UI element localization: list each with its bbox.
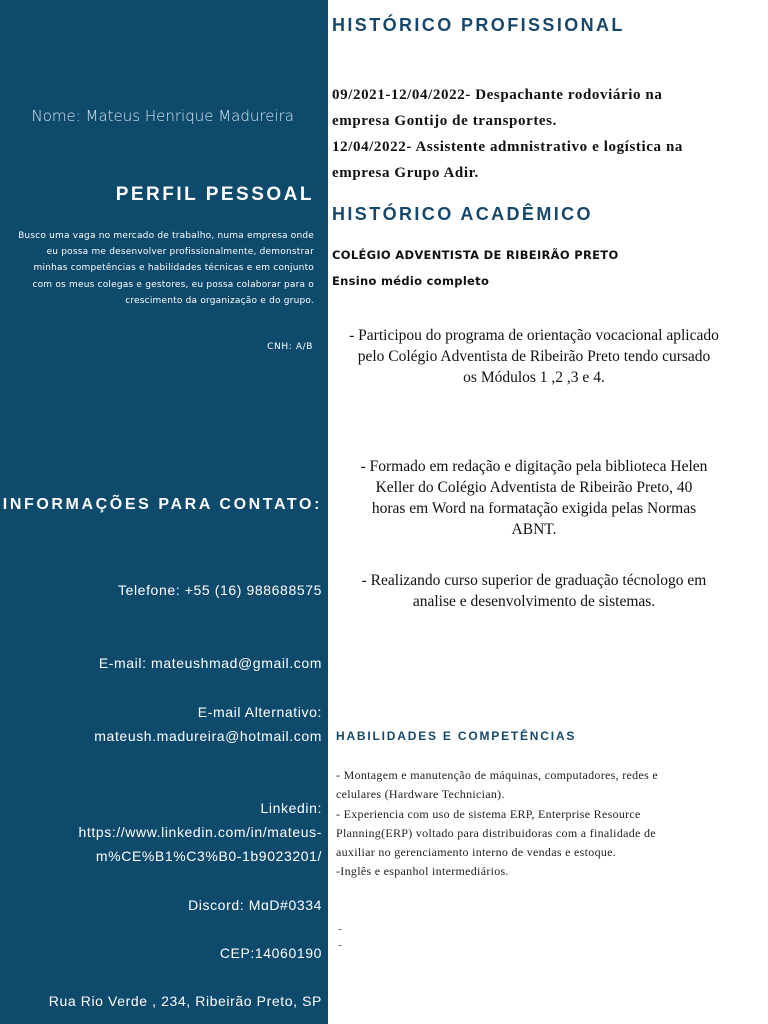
skill-line: celulares (Hardware Technician).: [336, 787, 505, 802]
paragraph-line: pelo Colégio Adventista de Ribeirão Preto tendo cursado: [357, 348, 711, 365]
candidate-name: Nome: Mateus Henrique Madureira: [31, 107, 294, 125]
paragraph-line: Keller do Colégio Adventista de Ribeirão Preto, 40: [375, 479, 693, 496]
paragraph-line: horas em Word na formatação exigida pelas Normas: [371, 500, 697, 517]
driver-license: CNH: A/B: [267, 342, 313, 352]
email-alt-label: E-mail Alternativo:: [197, 704, 322, 720]
sidebar: [0, 0, 328, 1024]
discord: Discord: MɑD#0334: [188, 897, 322, 913]
skill-line: auxiliar no gerenciamento interno de vendas e estoque.: [336, 845, 617, 860]
vocational-program-paragraph: [328, 325, 740, 388]
job-entry-line: empresa Gontijo de transportes.: [332, 113, 557, 129]
main-content: [328, 0, 768, 1024]
linkedin-url-line2: m%CE%B1%C3%B0-1b9023201/: [95, 848, 322, 864]
linkedin-url-line1: https://www.linkedin.com/in/mateus-: [78, 824, 322, 840]
profile-line: Busco uma vaga no mercado de trabalho, numa empresa onde: [18, 231, 314, 241]
paragraph-line: - Participou do programa de orientação vocacional aplicado: [349, 327, 719, 344]
phone: Telefone: +55 (16) 988688575: [117, 582, 322, 598]
skill-line: - Experiencia com uso de sistema ERP, Enterprise Resource: [336, 806, 641, 821]
profile-line: eu possa me desenvolver profissionalmente, demonstrar: [46, 247, 314, 258]
skill-line: Planning(ERP) voltado para distribuidoras com a finalidade de: [336, 825, 656, 840]
profile-description: [6, 228, 314, 309]
academic-history-title: HISTÓRICO ACADÊMICO: [332, 204, 593, 224]
profile-line: crescimento da organização e do grupo.: [125, 295, 314, 306]
address: Rua Rio Verde , 234, Ribeirão Preto, SP: [48, 993, 322, 1009]
skills-list: [336, 766, 768, 882]
skill-line: -Inglês e espanhol intermediários.: [336, 864, 509, 879]
contact-section-title: INFORMAÇÕES PARA CONTATO:: [2, 496, 322, 513]
profile-line: minhas competências e habilidades técnicas e em conjunto: [33, 263, 314, 274]
profile-section-title: PERFIL PESSOAL: [115, 184, 314, 205]
typing-course-paragraph: [328, 456, 740, 540]
paragraph-line: ABNT.: [511, 521, 557, 538]
education-level: Ensino médio completo: [332, 274, 490, 288]
stray-dash: -: [338, 923, 342, 935]
email-alt: mateush.madureira@hotmail.com: [94, 728, 322, 744]
stray-dash: -: [338, 939, 342, 951]
paragraph-line: - Formado em redação e digitação pela biblioteca Helen: [360, 458, 708, 475]
job-entry-line: 09/2021-12/04/2022- Despachante rodoviário na: [332, 87, 663, 103]
linkedin-label: Linkedin:: [260, 800, 322, 816]
professional-history-list: [332, 82, 683, 186]
job-entry-line: 12/04/2022- Assistente admnistrativo e logística na: [332, 139, 684, 155]
professional-history-title: HISTÓRICO PROFISSIONAL: [332, 15, 625, 35]
email: E-mail: mateushmad@gmail.com: [98, 655, 322, 671]
profile-line: com os meus colegas e gestores, eu possa colaborar para o: [32, 279, 314, 290]
degree-paragraph: [328, 570, 740, 612]
school-name: COLÉGIO ADVENTISTA DE RIBEIRÃO PRETO: [332, 248, 619, 262]
skill-line: - Montagem e manutenção de máquinas, computadores, redes e: [336, 768, 658, 782]
skills-title: HABILIDADES E COMPETÊNCIAS: [336, 729, 577, 743]
job-entry-line: empresa Grupo Adir.: [332, 165, 479, 181]
cep: CEP:14060190: [219, 945, 322, 961]
paragraph-line: analise e desenvolvimento de sistemas.: [412, 593, 656, 610]
paragraph-line: os Módulos 1 ,2 ,3 e 4.: [463, 369, 605, 386]
paragraph-line: - Realizando curso superior de graduação técnologo em: [361, 572, 707, 589]
